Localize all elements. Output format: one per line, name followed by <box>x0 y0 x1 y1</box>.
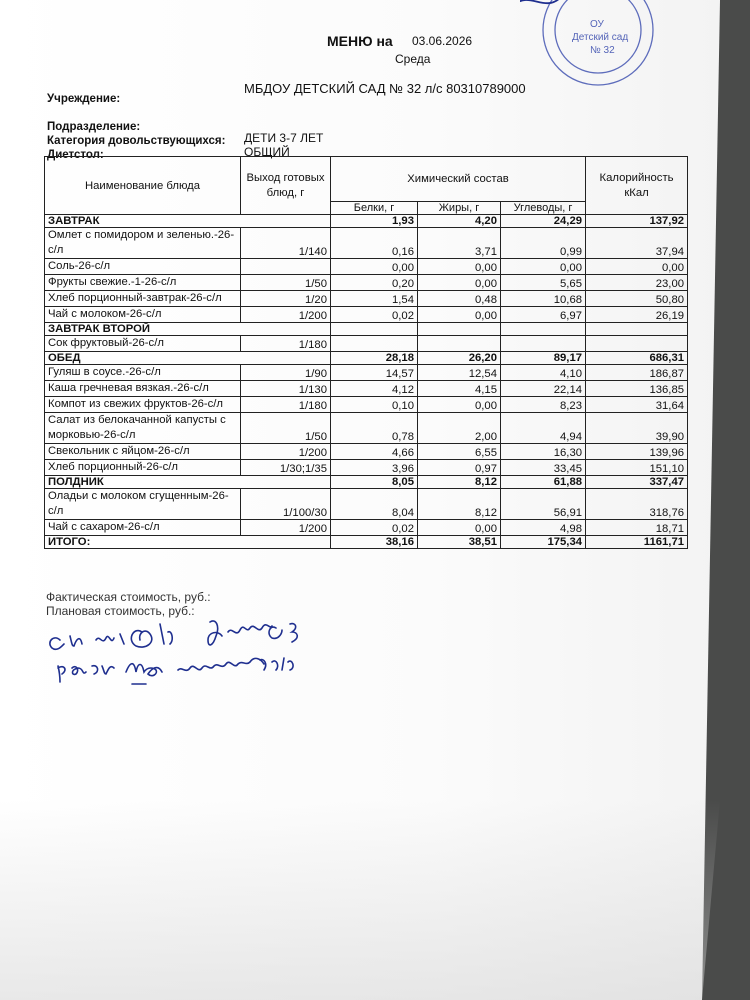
total-kcal: 1161,71 <box>586 536 688 549</box>
dish-name: Салат из белокачанной капусты с морковью-26-с/л <box>45 413 241 444</box>
dish-fats: 8,12 <box>418 489 501 520</box>
dish-proteins: 0,20 <box>331 275 418 291</box>
menu-table-body <box>45 215 688 536</box>
dish-output: 1/130 <box>241 381 331 397</box>
dish-output <box>241 259 331 275</box>
dish-output: 1/200 <box>241 520 331 536</box>
dish-fats: 0,48 <box>418 291 501 307</box>
dish-kcal: 50,80 <box>586 291 688 307</box>
dish-kcal: 26,19 <box>586 307 688 323</box>
dish-row <box>45 381 688 397</box>
dish-name: Гуляш в соусе.-26-с/л <box>45 365 241 381</box>
page-shadow <box>0 800 720 1000</box>
dish-proteins: 0,10 <box>331 397 418 413</box>
dish-output: 1/50 <box>241 275 331 291</box>
dish-output: 1/90 <box>241 365 331 381</box>
dish-proteins: 1,54 <box>331 291 418 307</box>
dish-row <box>45 336 688 352</box>
dish-carbs: 5,65 <box>501 275 586 291</box>
handwritten-signatures <box>40 610 370 690</box>
section-carbs <box>501 323 586 336</box>
dish-kcal: 31,64 <box>586 397 688 413</box>
header-output: Выход готовых блюд, г <box>241 157 331 215</box>
dish-proteins: 0,02 <box>331 520 418 536</box>
dish-carbs: 4,98 <box>501 520 586 536</box>
dish-output: 1/100/30 <box>241 489 331 520</box>
stamp-line-1: ОУ <box>590 19 604 30</box>
header-fats: Жиры, г <box>418 202 501 215</box>
category-value: ДЕТИ 3-7 ЛЕТ <box>244 131 324 145</box>
dish-fats: 0,00 <box>418 259 501 275</box>
dish-carbs: 56,91 <box>501 489 586 520</box>
dish-proteins: 0,78 <box>331 413 418 444</box>
planned-cost-label: Плановая стоимость, руб.: <box>46 604 195 618</box>
dish-name: Чай с сахаром-26-с/л <box>45 520 241 536</box>
dish-kcal: 23,00 <box>586 275 688 291</box>
dish-row <box>45 259 688 275</box>
dish-kcal: 37,94 <box>586 228 688 259</box>
diet-label: Диетстол: <box>47 149 104 161</box>
dish-kcal: 136,85 <box>586 381 688 397</box>
header-proteins: Белки, г <box>331 202 418 215</box>
section-proteins: 28,18 <box>331 352 418 365</box>
section-carbs: 89,17 <box>501 352 586 365</box>
menu-weekday: Среда <box>395 52 431 66</box>
stamp-line-2: Детский сад <box>572 32 629 43</box>
dish-name: Омлет с помидором и зеленью.-26-с/л <box>45 228 241 259</box>
dish-fats: 0,00 <box>418 397 501 413</box>
dish-row <box>45 228 688 259</box>
dish-proteins: 8,04 <box>331 489 418 520</box>
section-kcal: 137,92 <box>586 215 688 228</box>
dish-kcal: 186,87 <box>586 365 688 381</box>
dish-carbs: 10,68 <box>501 291 586 307</box>
dish-name: Чай с молоком-26-с/л <box>45 307 241 323</box>
dish-kcal <box>586 336 688 352</box>
section-name: ОБЕД <box>45 352 331 365</box>
header-calories: Калорийность кКал <box>586 157 688 215</box>
dish-name: Свекольник с яйцом-26-с/л <box>45 444 241 460</box>
round-stamp <box>520 0 670 110</box>
dish-fats: 3,71 <box>418 228 501 259</box>
dish-carbs: 4,10 <box>501 365 586 381</box>
section-proteins: 1,93 <box>331 215 418 228</box>
section-kcal: 686,31 <box>586 352 688 365</box>
dish-row <box>45 444 688 460</box>
dish-row <box>45 275 688 291</box>
section-name: ЗАВТРАК ВТОРОЙ <box>45 323 331 336</box>
dish-fats: 4,15 <box>418 381 501 397</box>
dish-output: 1/200 <box>241 307 331 323</box>
dish-row <box>45 397 688 413</box>
dish-kcal: 139,96 <box>586 444 688 460</box>
dish-fats: 0,97 <box>418 460 501 476</box>
dish-name: Фрукты свежие.-1-26-с/л <box>45 275 241 291</box>
dish-name: Хлеб порционный-завтрак-26-с/л <box>45 291 241 307</box>
header-dish-name: Наименование блюда <box>45 157 241 215</box>
dish-name: Соль-26-с/л <box>45 259 241 275</box>
dish-carbs <box>501 336 586 352</box>
dish-carbs: 6,97 <box>501 307 586 323</box>
dish-row <box>45 365 688 381</box>
dish-output: 1/30;1/35 <box>241 460 331 476</box>
total-proteins: 38,16 <box>331 536 418 549</box>
dish-fats: 6,55 <box>418 444 501 460</box>
dish-proteins: 4,12 <box>331 381 418 397</box>
actual-cost-label: Фактическая стоимость, руб.: <box>46 590 211 604</box>
dish-row <box>45 307 688 323</box>
dish-proteins: 0,00 <box>331 259 418 275</box>
section-name: ПОЛДНИК <box>45 476 331 489</box>
dish-name: Хлеб порционный-26-с/л <box>45 460 241 476</box>
dish-carbs: 4,94 <box>501 413 586 444</box>
dish-fats <box>418 336 501 352</box>
section-proteins <box>331 323 418 336</box>
dish-row <box>45 489 688 520</box>
dish-kcal: 0,00 <box>586 259 688 275</box>
dish-row <box>45 460 688 476</box>
dish-proteins: 0,02 <box>331 307 418 323</box>
section-row <box>45 476 688 489</box>
dish-name: Каша гречневая вязкая.-26-с/л <box>45 381 241 397</box>
dish-carbs: 22,14 <box>501 381 586 397</box>
dish-carbs: 16,30 <box>501 444 586 460</box>
menu-date: 03.06.2026 <box>412 34 473 48</box>
stamp-line-3: № 32 <box>590 45 615 56</box>
section-row <box>45 352 688 365</box>
section-fats: 8,12 <box>418 476 501 489</box>
dish-name: Оладьи с молоком сгущенным-26-с/л <box>45 489 241 520</box>
total-row <box>45 536 688 549</box>
dish-proteins: 4,66 <box>331 444 418 460</box>
section-name: ЗАВТРАК <box>45 215 331 228</box>
dish-kcal: 39,90 <box>586 413 688 444</box>
dish-kcal: 318,76 <box>586 489 688 520</box>
dish-carbs: 8,23 <box>501 397 586 413</box>
section-row <box>45 323 688 336</box>
dish-fats: 0,00 <box>418 520 501 536</box>
dish-proteins: 14,57 <box>331 365 418 381</box>
section-row <box>45 215 688 228</box>
total-label: ИТОГО: <box>45 536 331 549</box>
diet-value: ОБЩИЙ <box>244 145 290 159</box>
menu-title: МЕНЮ на <box>327 33 393 49</box>
dish-output: 1/180 <box>241 336 331 352</box>
dish-proteins <box>331 336 418 352</box>
dish-name: Компот из свежих фруктов-26-с/л <box>45 397 241 413</box>
dish-row <box>45 413 688 444</box>
section-fats <box>418 323 501 336</box>
dish-output: 1/50 <box>241 413 331 444</box>
dish-kcal: 18,71 <box>586 520 688 536</box>
dish-output: 1/20 <box>241 291 331 307</box>
section-proteins: 8,05 <box>331 476 418 489</box>
total-fats: 38,51 <box>418 536 501 549</box>
dish-proteins: 3,96 <box>331 460 418 476</box>
division-label: Подразделение: <box>47 121 141 133</box>
dish-fats: 0,00 <box>418 275 501 291</box>
institution-value: МБДОУ ДЕТСКИЙ САД № 32 л/с 80310789000 <box>244 81 526 96</box>
dish-carbs: 0,99 <box>501 228 586 259</box>
section-carbs: 61,88 <box>501 476 586 489</box>
dish-proteins: 0,16 <box>331 228 418 259</box>
category-label: Категория довольствующихся: <box>47 135 226 147</box>
header-chemical: Химический состав <box>331 157 586 202</box>
section-kcal <box>586 323 688 336</box>
dish-name: Сок фруктовый-26-с/л <box>45 336 241 352</box>
dish-row <box>45 520 688 536</box>
dish-fats: 0,00 <box>418 307 501 323</box>
institution-label: Учреждение: <box>47 93 121 105</box>
dish-fats: 12,54 <box>418 365 501 381</box>
dish-fats: 2,00 <box>418 413 501 444</box>
header-carbs: Углеводы, г <box>501 202 586 215</box>
section-kcal: 337,47 <box>586 476 688 489</box>
dish-output: 1/140 <box>241 228 331 259</box>
section-fats: 26,20 <box>418 352 501 365</box>
section-carbs: 24,29 <box>501 215 586 228</box>
dish-output: 1/180 <box>241 397 331 413</box>
menu-table <box>44 156 688 549</box>
total-carbs: 175,34 <box>501 536 586 549</box>
section-fats: 4,20 <box>418 215 501 228</box>
dish-carbs: 0,00 <box>501 259 586 275</box>
dish-carbs: 33,45 <box>501 460 586 476</box>
dish-row <box>45 291 688 307</box>
dish-kcal: 151,10 <box>586 460 688 476</box>
dish-output: 1/200 <box>241 444 331 460</box>
